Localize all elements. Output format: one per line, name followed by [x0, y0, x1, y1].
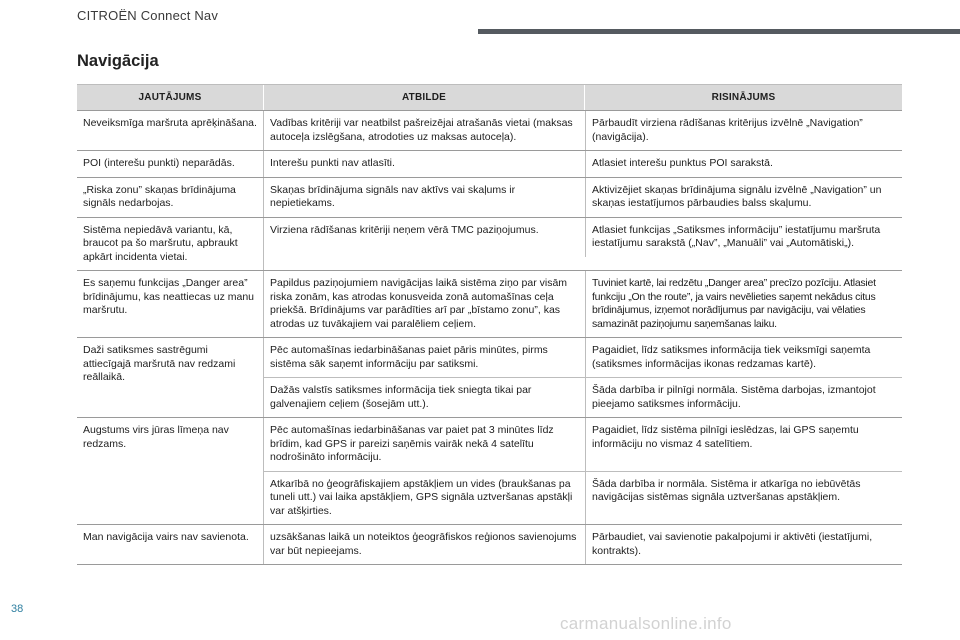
page-number: 38: [11, 603, 24, 615]
solution-cell: Pārbaudiet, vai savienotie pakalpojumi ir aktivēti (iestatījumi, kontrakts).: [585, 525, 903, 564]
answer-cell: Interešu punkti nav atlasīti.: [270, 157, 395, 169]
column-header-question: JAUTĀJUMS: [138, 92, 202, 103]
answer-cell: Papildus paziņojumiem navigācijas laikā sistēma ziņo par visām riska zonām, kas atrodas konusveida zonā automašīnas ceļa priekšā. Brīdinājums var parādīties arī par „bīstamo zonu”, kas atrodas uz tuvākajiem vai paralēliem ceļiem.: [270, 277, 568, 330]
solution-cell: Šāda darbība ir normāla. Sistēma ir atkarīga no iebūvētās navigācijas sistēmas signāla uztveršanas apstākļiem.: [585, 472, 903, 525]
answer-cell: Atkarībā no ģeogrāfiskajiem apstākļiem un vides (braukšanas pa tuneli utt.) vai laika apstākļiem, GPS signāla uztveršanas apstākļi var atšķirties.: [270, 477, 573, 517]
header-bar: [478, 29, 960, 34]
column-header-solution: RISINĀJUMS: [584, 85, 902, 110]
solution-cell: Pagaidiet, līdz satiksmes informācija tiek veiksmīgi saņemta (satiksmes informācijas ikonas redzamas kartē).: [585, 338, 903, 377]
answer-solution-group: [263, 525, 902, 564]
answer-solution-group: [263, 338, 902, 417]
answer-cell: uzsākšanas laikā un noteiktos ģeogrāfiskos reģionos savienojums var būt nepieejams.: [270, 531, 577, 557]
answer-cell: Pēc automašīnas iedarbināšanas paiet pāris minūtes, pirms sistēma sāk saņemt informāciju par satiksmi.: [270, 344, 548, 370]
table-body: [77, 110, 902, 564]
question-cell: Augstums virs jūras līmeņa nav redzams.: [83, 424, 229, 450]
question-cell: Sistēma nepiedāvā variantu, kā, braucot pa šo maršrutu, apbraukt apkārt incidenta vietai.: [83, 223, 238, 263]
answer-row: [264, 377, 902, 417]
brand-header: CITROËN Connect Nav: [77, 8, 219, 23]
solution-cell: Atlasiet funkcijas „Satiksmes informāciju” iestatījumu maršruta iestatījumu sarakstā („Nav”, „Manuāli” vai „Automātiski„).: [585, 218, 903, 257]
answer-cell: Pēc automašīnas iedarbināšanas var paiet pat 3 minūtes līdz brīdim, kad GPS ir pareizi saņēmis vairāk nekā 4 satelītu nodrošināto informāciju.: [270, 424, 554, 463]
answer-solution-group: [263, 218, 902, 271]
troubleshooting-table: [77, 84, 902, 565]
question-cell: POI (interešu punkti) neparādās.: [83, 157, 235, 169]
table-row: [77, 270, 902, 337]
table-row: [77, 337, 902, 417]
answer-cell: Virziena rādīšanas kritēriji neņem vērā TMC paziņojumus.: [270, 223, 539, 236]
table-row: [77, 524, 902, 564]
page-title: Navigācija: [77, 52, 159, 70]
table-row: [77, 417, 902, 524]
answer-row: [264, 111, 902, 150]
question-cell: Man navigācija vairs nav savienota.: [83, 531, 249, 543]
answer-cell: Dažās valstīs satiksmes informācija tiek sniegta tikai par galvenajiem ceļiem (šosejām utt.).: [270, 384, 532, 410]
answer-solution-group: [263, 111, 902, 150]
answer-row: [264, 525, 902, 564]
question-cell: Es saņemu funkcijas „Danger area” brīdinājumu, kas neattiecas uz manu maršrutu.: [83, 277, 255, 316]
solution-cell: Pārbaudīt virziena rādīšanas kritērijus izvēlnē „Navigation” (navigācija).: [585, 111, 903, 150]
question-cell: „Riska zonu” skaņas brīdinājuma signāls nedarbojas.: [83, 183, 236, 209]
question-cell: Neveiksmīga maršruta aprēķināšana.: [83, 117, 257, 129]
answer-solution-group: [263, 418, 902, 524]
table-row: [77, 150, 902, 177]
table-row: [77, 217, 902, 271]
answer-solution-group: [263, 178, 902, 217]
table-row: [77, 177, 902, 217]
table-header: [77, 85, 902, 110]
solution-cell: Tuviniet kartē, lai redzētu „Danger area” precīzo pozīciju. Atlasiet funkciju „On the route”, ja vairs nevēlieties saņemt nekādus citus brīdinājumus, izņemot norādījumus par navigāciju, vai vēlaties samazināt paziņojumu saņemšanas laiku.: [585, 271, 903, 337]
table-row: [77, 110, 902, 150]
solution-cell: Pagaidiet, līdz sistēma pilnīgi ieslēdzas, lai GPS saņemtu informāciju no vismaz 4 satelītiem.: [585, 418, 903, 471]
answer-row: [264, 151, 902, 177]
solution-cell: Aktivizējiet skaņas brīdinājuma signālu izvēlnē „Navigation” un skaņas iestatījumos pārbaudies balss skaļumu.: [585, 178, 903, 217]
answer-row: [264, 271, 902, 337]
answer-row: [264, 178, 902, 217]
column-header-answer: ATBILDE: [263, 85, 584, 110]
answer-solution-group: [263, 271, 902, 337]
solution-cell: Atlasiet interešu punktus POI sarakstā.: [585, 151, 903, 177]
watermark: carmanualsonline.info: [560, 614, 732, 633]
answer-solution-group: [263, 151, 902, 177]
answer-row: [264, 471, 902, 525]
table-bottom-border: [77, 564, 902, 565]
answer-row: [264, 218, 902, 257]
answer-cell: Vadības kritēriji var neatbilst pašreizējai atrašanās vietai (maksas autoceļa izslēgšana, atrodoties uz maksas autoceļa).: [270, 117, 573, 143]
answer-row: [264, 338, 902, 377]
question-cell: Daži satiksmes sastrēgumi attiecīgajā maršrutā nav redzami reāllaikā.: [83, 344, 236, 383]
answer-cell: Skaņas brīdinājuma signāls nav aktīvs vai skaļums ir nepietiekams.: [270, 183, 516, 209]
solution-cell: Šāda darbība ir pilnīgi normāla. Sistēma darbojas, izmantojot pieejamo satiksmes informāciju.: [585, 378, 903, 417]
answer-row: [264, 418, 902, 471]
